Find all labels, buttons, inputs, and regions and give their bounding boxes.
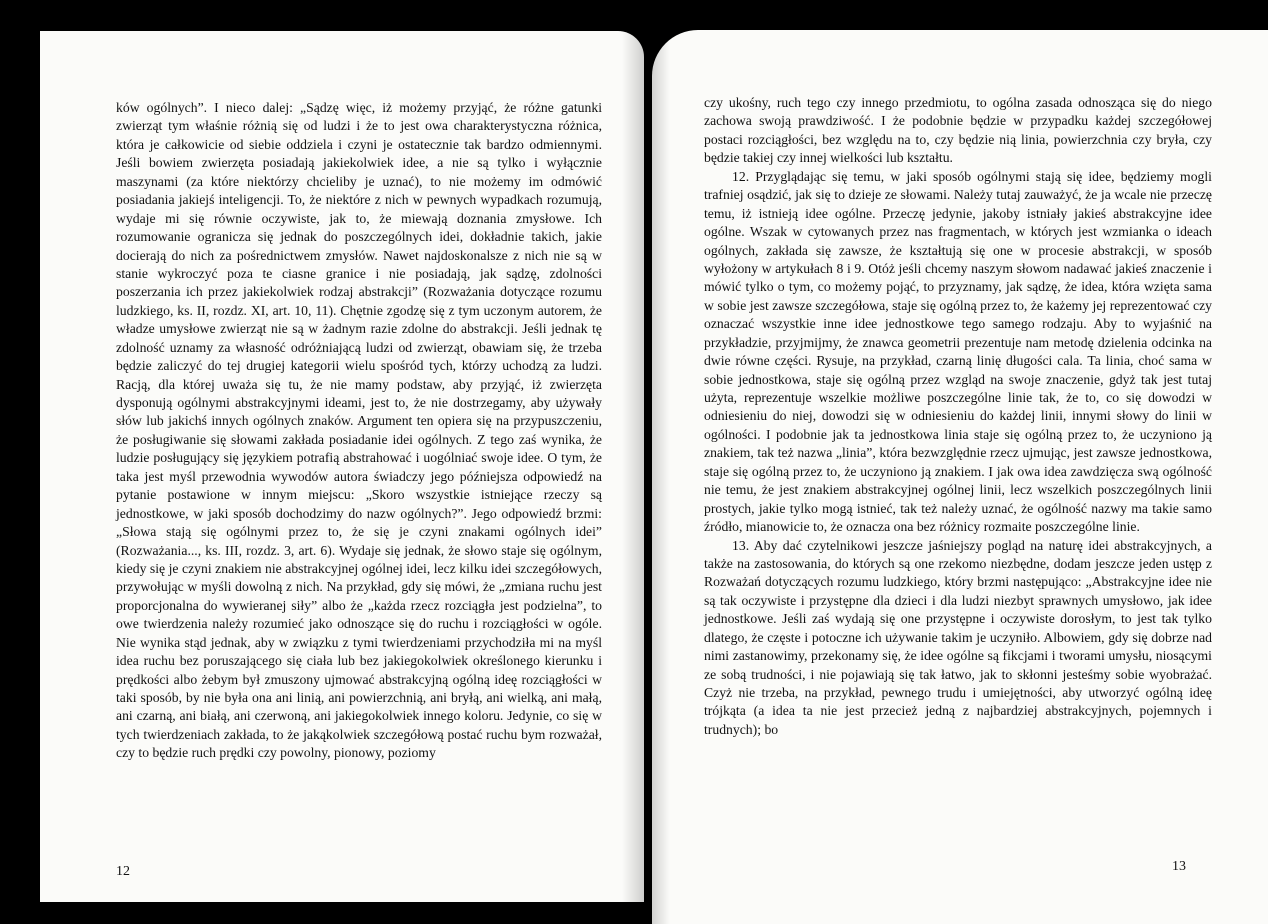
paragraph: 13. Aby dać czytelnikowi jeszcze jaśniejszy pogląd na naturę idei abstrakcyjnych, a także na zastosowania, do których są one rzekomo niezbędne, dodam jeszcze jeden ustęp z Rozważań dotyczących rozumu ludzkiego, który brzmi następująco: „Abstrakcyjne idee nie są tak oczywiste i przystępne dla dzieci i dla ludzi niezbyt sprawnych umysłowo, jak idee jednostkowe. Jeśli zaś wydają się one przystępne i oczywiste dorosłym, to jest tak tylko dlatego, że częste i potoczne ich używanie takim je uczyniło. Albowiem, gdy się dobrze nad nimi zastanowimy, przekonamy się, że idee ogólne są fikcjami i tworami umysłu, niosącymi ze sobą trudności, i nie pojawiają się tak łatwo, jak to skłonni jesteśmy sobie wyobrażać. Czyż nie trzeba, na przykład, pewnego trudu i umiejętności, aby utworzyć ogólną ideę trójkąta (a idea ta nie jest przecież jedną z najbardziej abstrakcyjnych, pojemnych i trudnych); bo <box>704 537 1212 737</box>
paragraph: ków ogólnych”. I nieco dalej: „Sądzę więc, iż możemy przyjąć, że różne gatunki zwierząt tym właśnie różnią się od ludzi i że to jest owa charakterystyczna różnica, która je całkowicie od siebie oddziela i czyni je ostatecznie tak bardzo odmiennymi. Jeśli bowiem zwierzęta posiadają jakiekolwiek idee, a nie są tylko i wyłącznie maszynami (za które niektórzy chcieliby je uznać), to nie możemy im odmówić posiadania jakiejś inteligencji. To, że niektóre z nich w pewnych wypadkach rozumują, wydaje mi się równie oczywiste, jak to, że miewają doznania zmysłowe. Ich rozumowanie ogranicza się jednak do poszczególnych idei, dokładnie takich, jakie docierają do nich za pośrednictwem zmysłów. Nawet najdoskonalsze z nich nie są w stanie wykroczyć poza te ciasne granice i nie posiadają, jak sądzę, zdolności poszerzania ich przez jakiekolwiek rodzaj abstrakcji” (Rozważania dotyczące rozumu ludzkiego, ks. II, rozdz. XI, art. 10, 11). Chętnie zgodzę się z tym uczonym autorem, że władze umysłowe zwierząt nie są w żadnym razie zdolne do abstrakcji. Jeśli jednak tę zdolność uznamy za własność odróżniającą ludzi od zwierząt, obawiam się, że trzeba będzie zaliczyć do tej drugiej kategorii wielu spośród tych, którzy uchodzą za ludzi. Racją, dla której uważa się tu, że nie mamy podstaw, aby przyjąć, iż zwierzęta dysponują ogólnymi abstrakcyjnymi ideami, jest to, że nie dostrzegamy, aby używały słów lub jakichś innych ogólnych znaków. Argument ten opiera się na przypuszczeniu, że posługiwanie się słowami zakłada posiadanie idei ogólnych. Z tego zaś wynika, że ludzie posługujący się językiem potrafią abstrahować i uogólniać swoje idee. O tym, że taka jest myśl przewodnia wywodów autora świadczy jego późniejsza odpowiedź na pytanie postawione w innym miejscu: „Skoro wszystkie istniejące rzeczy są jednostkowe, w jaki sposób dochodzimy do nazw ogólnych?”. Jego odpowiedź brzmi: „Słowa stają się ogólnymi przez to, że się je czyni znakami ogólnych idei” (Rozważania..., ks. III, rozdz. 3, art. 6). Wydaje się jednak, że słowo staje się ogólnym, kiedy się je czyni znakiem nie abstrakcyjnej ogólnej idei, lecz kilku idei szczegółowych, przywołując w myśli dowolną z nich. Na przykład, gdy się mówi, że „zmiana ruchu jest proporcjonalna do wywieranej siły” albo że „każda rzecz rozciągła jest podzielna”, to owe twierdzenia należy rozumieć jako odnoszące się do ruchu i rozciągłości w ogóle. Nie wynika stąd jednak, aby w związku z tymi twierdzeniami przychodziła mi na myśl idea ruchu bez poruszającego się ciała lub bez jakiegokolwiek określonego kierunku i prędkości albo żebym był zmuszony ujmować abstrakcyjną ogólną ideę rozciągłości w taki sposób, by nie była ona ani linią, ani powierzchnią, ani bryłą, ani wielką, ani małą, ani czarną, ani białą, ani czerwoną, ani jakiegokolwiek innego koloru. Jedynie, co się w tych twierdzeniach zakłada, to że jakąkolwiek szczegółową postać ruchu bym rozważał, czy to będzie ruch prędki czy powolny, pionowy, poziomy <box>116 100 602 761</box>
page-number: 13 <box>1172 859 1186 874</box>
paragraph: czy ukośny, ruch tego czy innego przedmiotu, to ogólna zasada odnosząca się do niego zachowa swoją prawdziwość. I że podobnie będzie w przypadku każdej szczegółowej postaci rozciągłości, bez względu na to, czy będzie nią linia, powierzchnia czy bryła, czy będzie takiej czy innej wielkości lub kształtu. <box>704 95 1212 166</box>
left-page-text <box>116 99 602 763</box>
right-page <box>652 30 1268 924</box>
left-page <box>40 31 644 902</box>
gutter-shadow <box>652 30 670 924</box>
gutter-shadow <box>622 31 644 902</box>
paragraph: 12. Przyglądając się temu, w jaki sposób ogólnymi stają się idee, będziemy mogli trafniej osądzić, jak się to dzieje ze słowami. Należy tutaj zauważyć, że ja wcale nie przeczę temu, iż istnieją idee ogólne. Przeczę jedynie, jakoby istniały jakieś abstrakcyjne idee ogólne. Wszak w cytowanych przez nas fragmentach, w których jest wzmianka o ideach ogólnych, zakłada się zawsze, że kształtują się one w procesie abstrakcji, w sposób wyłożony w artykułach 8 i 9. Otóż jeśli chcemy naszym słowom nadawać jakieś znaczenie i mówić tylko o tym, co możemy pojąć, to przyznamy, jak sądzę, że idea, która wzięta sama w sobie jest zawsze szczegółowa, staje się ogólną przez to, że każemy jej reprezentować czy oznaczać wszystkie inne idee jednostkowe tego samego rodzaju. Aby to wyjaśnić na przykładzie, przyjmijmy, że znawca geometrii prezentuje nam metodę dzielenia odcinka na dwie równe części. Rysuje, na przykład, czarną linię długości cala. Ta linia, choć sama w sobie jednostkowa, staje się ogólną przez wzgląd na swoje znaczenie, gdyż tak jest tutaj użyta, reprezentuje wszelkie możliwe poszczególne linie tak, że to, co się dowodzi w odniesieniu do niej, dowodzi się w odniesieniu do każdej linii, innymi słowy do linii w ogólności. I podobnie jak ta jednostkowa linia staje się ogólną przez to, że uczyniono ją znakiem, tak też nazwa „linia”, która bezwzględnie rzecz ujmując, jest zawsze jednostkowa, staje się ogólną przez to, że uczyniono ją znakiem. I jak owa idea zawdzięcza swą ogólność nie temu, że jest znakiem abstrakcyjnej ogólnej linii, lecz wszelkich poszczególnych linii prostych, jakie tylko mogą istnieć, tak też należy uznać, że ogólność nazwy ma takie samo źródło, mianowicie to, że oznacza ona bez różnicy rozmaite poszczególne linie. <box>704 168 1212 535</box>
page-number: 12 <box>116 864 130 879</box>
right-page-text <box>704 94 1212 739</box>
